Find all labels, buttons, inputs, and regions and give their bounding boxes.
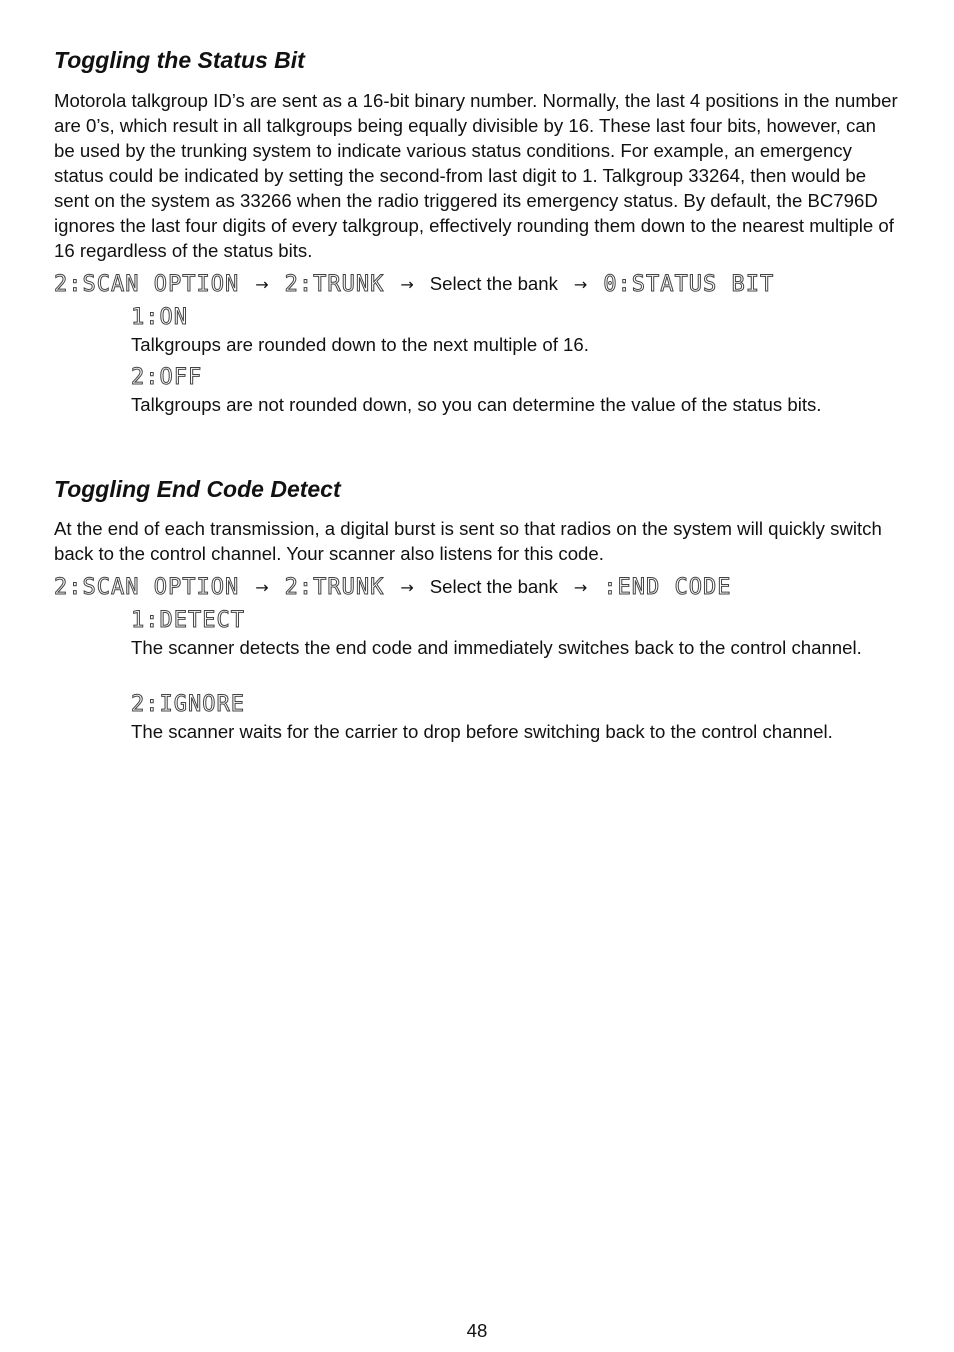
menu-step-status-bit: 0:STATUS BIT <box>603 271 775 297</box>
section-heading-status-bit: Toggling the Status Bit <box>54 47 305 73</box>
option-detect <box>131 607 901 660</box>
menu-step-end-code: :END CODE <box>603 574 732 600</box>
option-on <box>131 304 901 357</box>
menu-step-trunk: 2:TRUNK <box>284 574 385 600</box>
menu-step-select-bank: Select the bank <box>429 273 558 294</box>
end-code-paragraph: At the end of each transmission, a digital burst is sent so that radios on the system will quickly switch back to the control channel. Your scanner also listens for this code. <box>54 518 882 564</box>
menu-step-scan-option: 2:SCAN OPTION <box>54 271 240 297</box>
page-number: 48 <box>466 1320 488 1341</box>
option-description: Talkgroups are rounded down to the next multiple of 16. <box>131 334 589 355</box>
option-off <box>131 364 901 417</box>
menu-step-scan-option: 2:SCAN OPTION <box>54 574 240 600</box>
right-arrow-icon: → <box>573 577 588 597</box>
end-code-menu-path <box>54 573 732 601</box>
right-arrow-icon: → <box>255 577 269 597</box>
option-key: 2:IGNORE <box>131 692 245 717</box>
right-arrow-icon: → <box>573 274 588 294</box>
menu-step-trunk: 2:TRUNK <box>284 271 385 297</box>
status-bit-paragraph: Motorola talkgroup ID’s are sent as a 16-bit binary number. Normally, the last 4 positions in the number are 0’s, which result in all talkgroups being equally divisible by 16. These last four bits, however, can be used by the trunking system to indicate various status conditions. For example, an emergency status could be indicated by setting the second-from last digit to 1. Talkgroup 33264, then would be sent on the system as 33266 when the radio triggered its emergency status. By default, the BC796D ignores the last four digits of every talkgroup, effectively rounding them down to the nearest multiple of 16 regardless of the status bits. <box>54 90 898 261</box>
option-description: The scanner detects the end code and immediately switches back to the control channel. <box>131 637 862 658</box>
status-bit-menu-path <box>54 270 774 298</box>
option-ignore <box>131 691 901 744</box>
option-key: 1:ON <box>131 305 188 330</box>
right-arrow-icon: → <box>255 274 269 294</box>
option-description: Talkgroups are not rounded down, so you can determine the value of the status bits. <box>131 394 822 415</box>
section-heading-end-code: Toggling End Code Detect <box>54 476 341 502</box>
right-arrow-icon: → <box>400 577 414 597</box>
option-description: The scanner waits for the carrier to drop before switching back to the control channel. <box>131 721 833 742</box>
option-key: 2:OFF <box>131 365 203 390</box>
right-arrow-icon: → <box>400 274 414 294</box>
menu-step-select-bank: Select the bank <box>429 576 558 597</box>
option-key: 1:DETECT <box>131 608 245 633</box>
